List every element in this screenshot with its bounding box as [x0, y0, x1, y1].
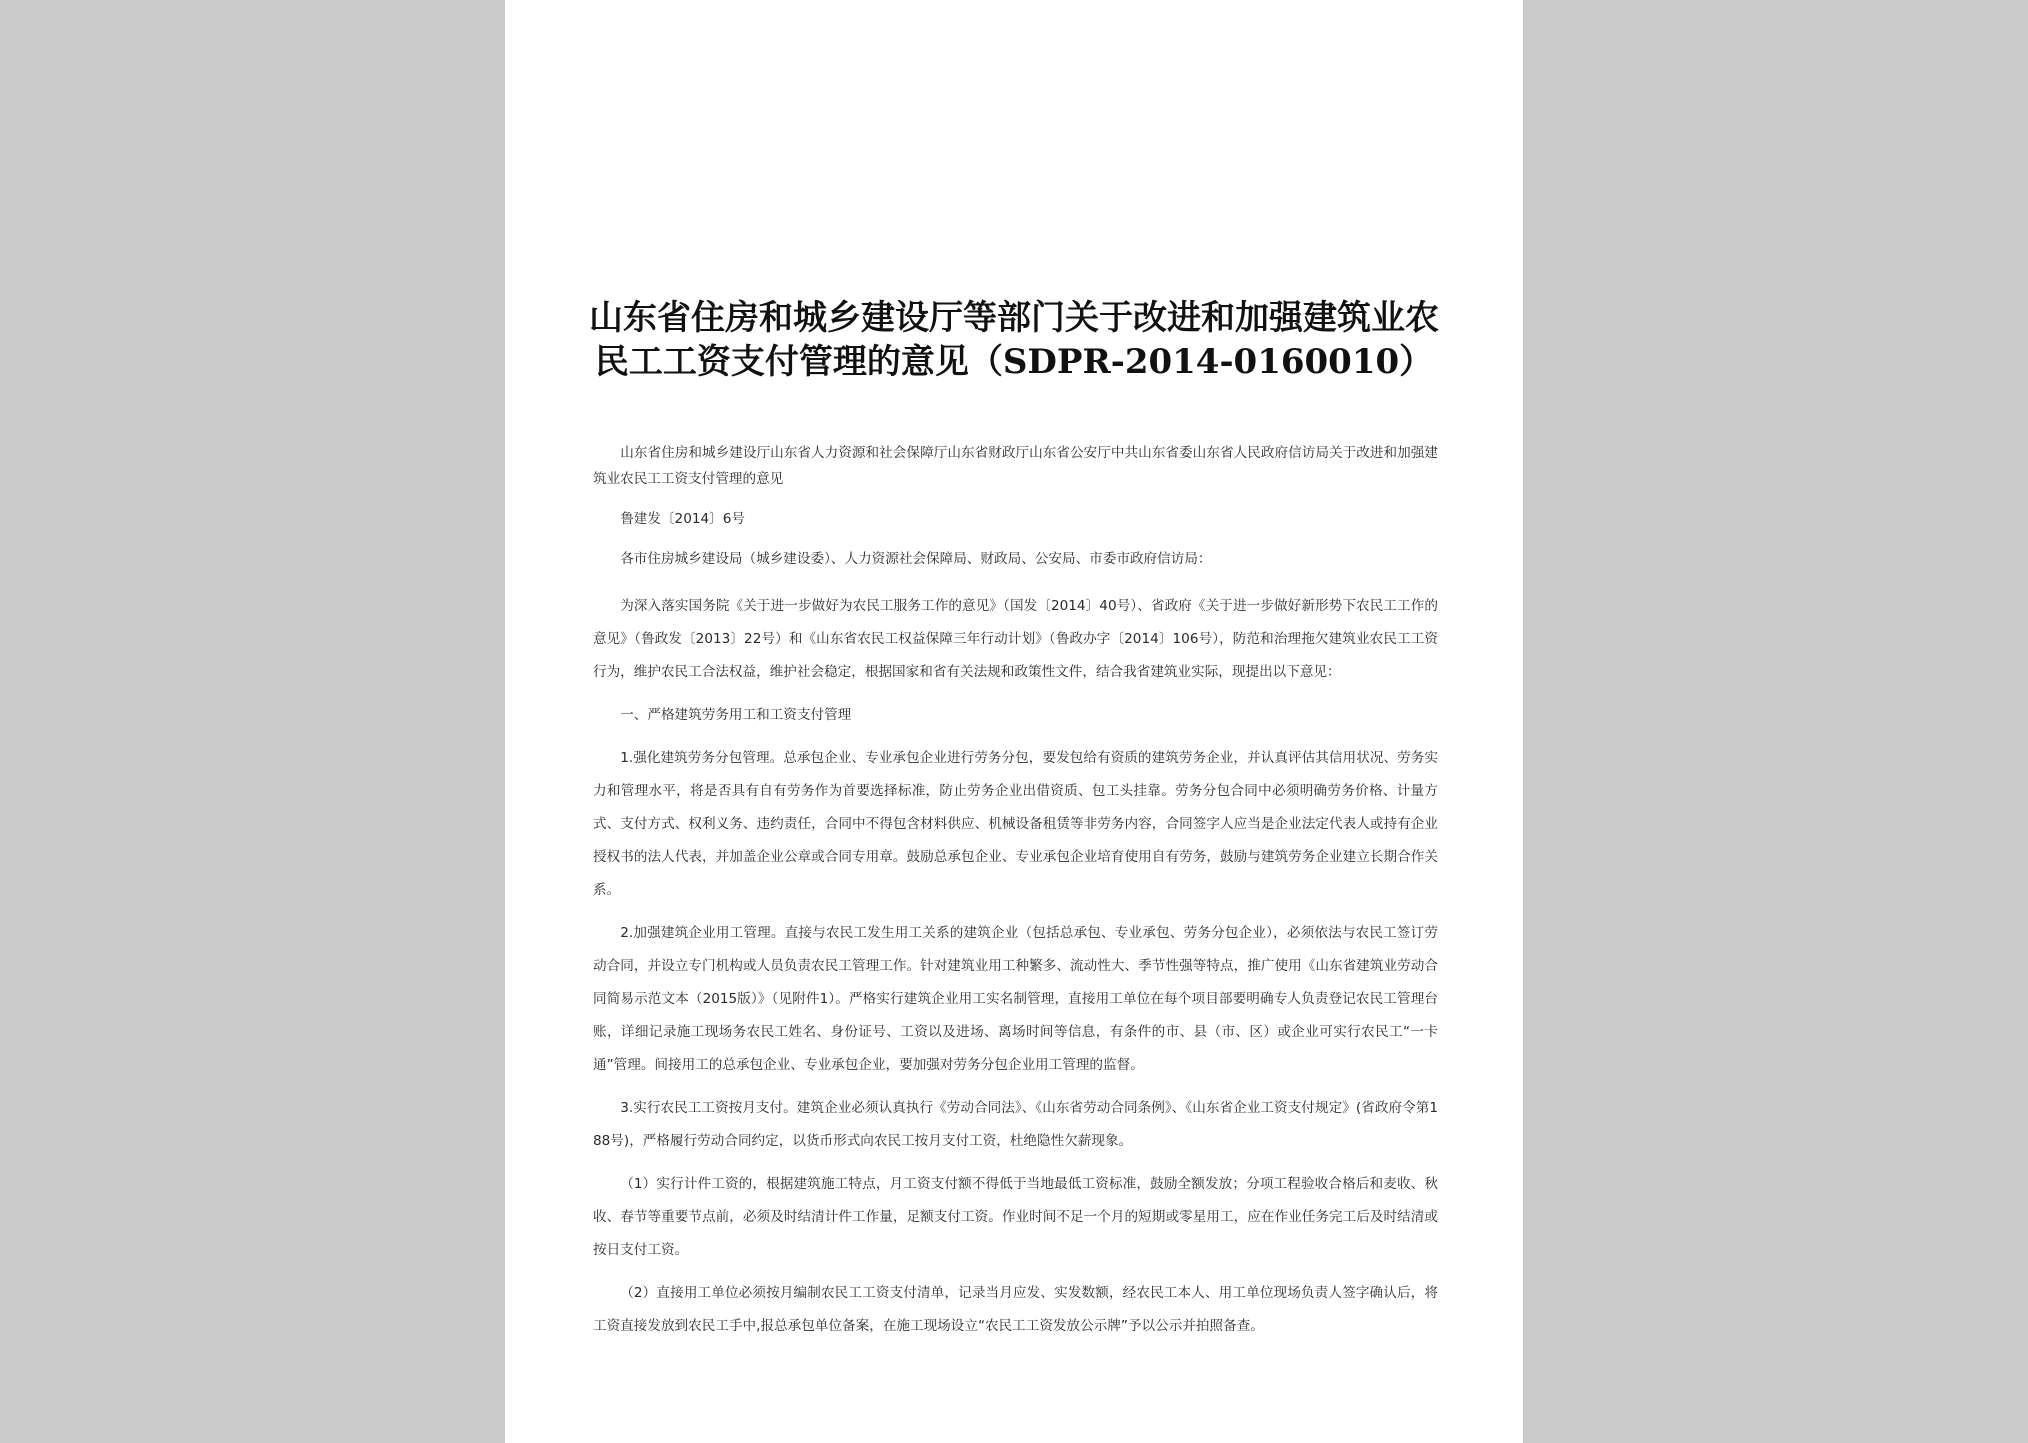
item-paragraph-2: 2.加强建筑企业用工管理。直接与农民工发生用工关系的建筑企业（包括总承包、专业承包、劳务分包企业），必须依法与农民工签订劳动合同，并设立专门机构或人员负责农民工管理工作。针对建筑业用工种繁多、流动性大、季节性强等特点，推广使用《山东省建筑业劳动合同简易示范文本（2015版）》（见附件1）。严格实行建筑企业用工实名制管理，直接用工单位在每个项目部要明确专人负责登记农民工管理台账，详细记录施工现场务农民工姓名、身份证号、工资以及进场、离场时间等信息，有条件的市、县（市、区）或企业可实行农民工“一卡通”管理。间接用工的总承包企业、专业承包企业，要加强对劳务分包企业用工管理的监督。: [593, 925, 1438, 1073]
issuer-line: 山东省住房和城乡建设厅山东省人力资源和社会保障厅山东省财政厅山东省公安厅中共山东省委山东省人民政府信访局关于改进和加强建筑业农民工工资支付管理的意见: [593, 445, 1438, 487]
document-number: 鲁建发〔2014〕6号: [620, 511, 745, 527]
document-body: [593, 440, 1438, 1343]
sub-item-paragraph-1: （1）实行计件工资的，根据建筑施工特点，月工资支付额不得低于当地最低工资标准，鼓励全额发放；分项工程验收合格后和麦收、秋收、春节等重要节点前，必须及时结清计件工作量，足额支付工资。作业时间不足一个月的短期或零星用工，应在作业任务完工后及时结清或按日支付工资。: [593, 1176, 1438, 1258]
document-title: 山东省住房和城乡建设厅等部门关于改进和加强建筑业农民工工资支付管理的意见（SDPR-2014-0160010）: [589, 298, 1439, 382]
document-page[interactable]: [505, 0, 1523, 1443]
item-paragraph-1: 1.强化建筑劳务分包管理。总承包企业、专业承包企业进行劳务分包，要发包给有资质的建筑劳务企业，并认真评估其信用状况、劳务实力和管理水平，将是否具有自有劳务作为首要选择标准，防止劳务企业出借资质、包工头挂靠。劳务分包合同中必须明确劳务价格、计量方式、支付方式、权利义务、违约责任，合同中不得包含材料供应、机械设备租赁等非劳务内容，合同签字人应当是企业法定代表人或持有企业授权书的法人代表，并加盖企业公章或合同专用章。鼓励总承包企业、专业承包企业培育使用自有劳务，鼓励与建筑劳务企业建立长期合作关系。: [593, 750, 1438, 898]
item-paragraph-3: 3.实行农民工工资按月支付。建筑企业必须认真执行《劳动合同法》、《山东省劳动合同条例》、《山东省企业工资支付规定》(省政府令第188号)，严格履行劳动合同约定，以货币形式向农民工按月支付工资，杜绝隐性欠薪现象。: [593, 1100, 1438, 1149]
recipients-line: 各市住房城乡建设局（城乡建设委）、人力资源社会保障局、财政局、公安局、市委市政府信访局：: [620, 551, 1212, 567]
intro-paragraph: 为深入落实国务院《关于进一步做好为农民工服务工作的意见》（国发〔2014〕40号）、省政府《关于进一步做好新形势下农民工工作的意见》（鲁政发〔2013〕22号）和《山东省农民工权益保障三年行动计划》（鲁政办字〔2014〕106号），防范和治理拖欠建筑业农民工工资行为，维护农民工合法权益，维护社会稳定，根据国家和省有关法规和政策性文件，结合我省建筑业实际，现提出以下意见：: [593, 598, 1438, 680]
section-heading: 一、严格建筑劳务用工和工资支付管理: [620, 707, 852, 723]
sub-item-paragraph-2: （2）直接用工单位必须按月编制农民工工资支付清单，记录当月应发、实发数额，经农民工本人、用工单位现场负责人签字确认后，将工资直接发放到农民工手中,报总承包单位备案，在施工现场设立“农民工工资发放公示牌”予以公示并拍照备查。: [593, 1285, 1438, 1334]
